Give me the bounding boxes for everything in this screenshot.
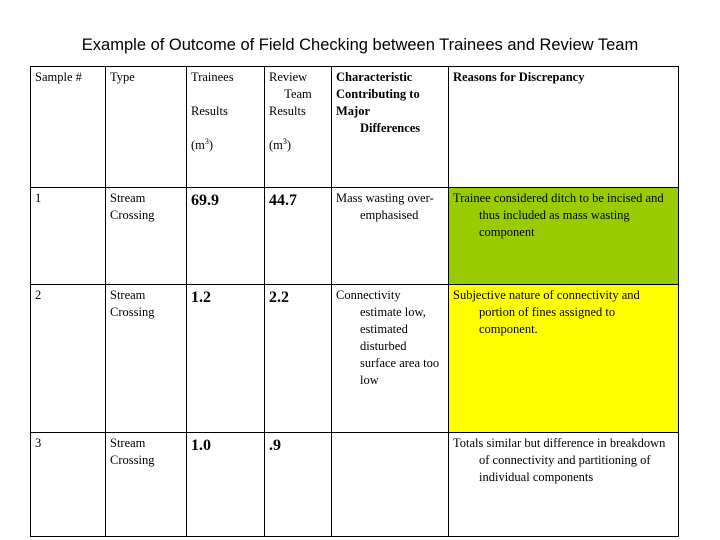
cell-type: Stream Crossing xyxy=(106,433,187,537)
cell-type: Stream Crossing xyxy=(106,188,187,285)
cell-reasons: Subjective nature of connectivity and portion of fines assigned to component. xyxy=(449,285,679,433)
header-reasons: Reasons for Discrepancy xyxy=(449,67,679,188)
header-row xyxy=(31,67,679,188)
cell-characteristic xyxy=(332,433,449,537)
cell-review: 2.2 xyxy=(265,285,332,433)
cell-trainees: 69.9 xyxy=(187,188,265,285)
cell-reasons: Trainee considered ditch to be incised and thus included as mass wasting component xyxy=(449,188,679,285)
header-review-team-results: Review Team Results $(m^3)$ xyxy=(265,67,332,188)
header-sample: Sample # xyxy=(31,67,106,188)
cell-sample: 2 xyxy=(31,285,106,433)
cell-trainees: 1.0 xyxy=(187,433,265,537)
table-row xyxy=(31,188,679,285)
cell-characteristic: Connectivity estimate low, estimated disturbed surface area too low xyxy=(332,285,449,433)
page-title: Example of Outcome of Field Checking between Trainees and Review Team xyxy=(81,36,639,54)
header-trainees-results: Trainees Results $(m^3)$ xyxy=(187,67,265,188)
cell-reasons: Totals similar but difference in breakdown of connectivity and partitioning of individual components xyxy=(449,433,679,537)
table-row xyxy=(31,285,679,433)
cell-trainees: 1.2 xyxy=(187,285,265,433)
cell-sample: 1 xyxy=(31,188,106,285)
cell-type: Stream Crossing xyxy=(106,285,187,433)
header-characteristic: Characteristic Contributing to Major Differences xyxy=(332,67,449,188)
comparison-table xyxy=(30,66,679,537)
header-type: Type xyxy=(106,67,187,188)
table-row xyxy=(31,433,679,537)
cell-review: 44.7 xyxy=(265,188,332,285)
cell-characteristic: Mass wasting over-emphasised xyxy=(332,188,449,285)
cell-review: .9 xyxy=(265,433,332,537)
cell-sample: 3 xyxy=(31,433,106,537)
